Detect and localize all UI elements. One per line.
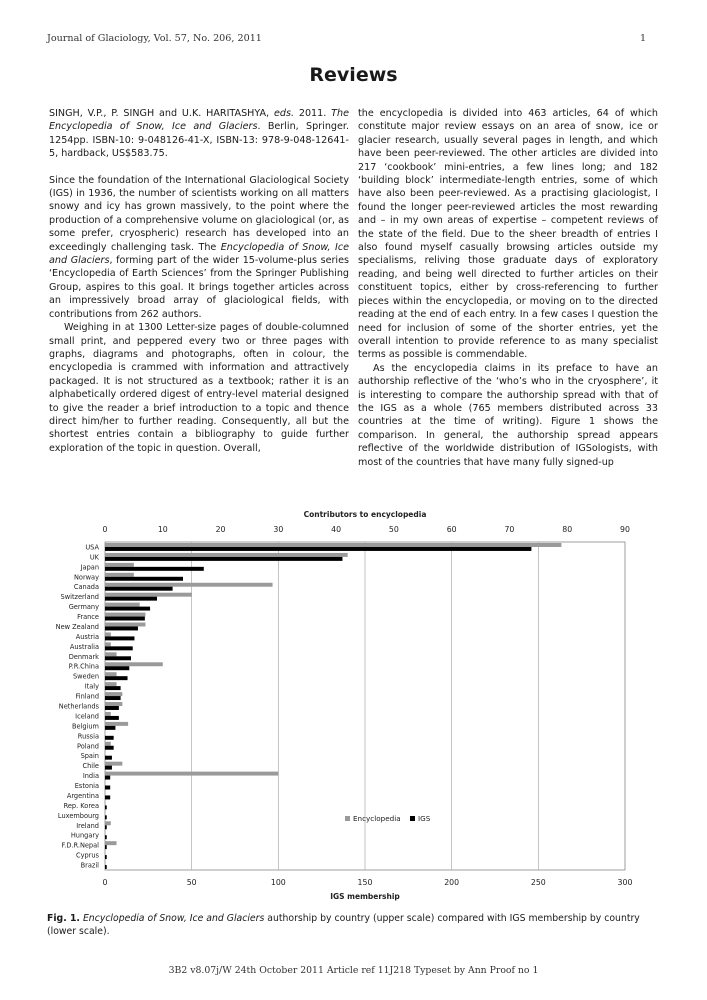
- igs-bar: [105, 577, 183, 581]
- igs-bar: [105, 825, 107, 829]
- encyclopedia-bar: [105, 563, 134, 567]
- encyclopedia-bar: [105, 642, 111, 646]
- encyclopedia-bar: [105, 762, 122, 766]
- encyclopedia-bar: [105, 672, 117, 676]
- paragraph-3: the encyclopedia is divided into 463 articles, 64 of which constitute major review essays on an area of snow, ice or glacier research, usually several pages in length, and which have been peer-reviewed. The other articles are divided into 217 ‘cookbook’ mini-entries, a few lines long; and 182 ‘building block’ intermediate-length entries, some of which have also been peer-reviewed. As a practising glaciologist, I found the longer peer-reviewed articles the most rewarding and – in my own areas of expertise – competent reviews of the state of the field. Due to the sheer breadth of entries I also found myself casually browsing articles outside my specialisms, reliving those graduate days of exploratory reading, and being well directed to further articles on their constituent topics, either by cross-referencing to further pieces within the encyclopedia, or moving on to the directed reading at the end of each entry. In a few cases I question the need for inclusion of some of the shorter entries, yet the overall intention to provide reference to as many specialist terms as possible is commendable.: [358, 108, 658, 361]
- category-label: Norway: [73, 573, 99, 582]
- proof-footer: 3B2 v8.07j/W 24th October 2011 Article ref 11J218 Typeset by Ann Proof no 1: [168, 965, 539, 976]
- citation-eds: eds.: [273, 108, 294, 119]
- upper-tick-label: 30: [273, 525, 284, 534]
- category-label: Australia: [69, 642, 99, 651]
- igs-bar: [105, 756, 112, 760]
- igs-bar: [105, 626, 138, 630]
- book-citation: [49, 107, 349, 161]
- upper-tick-label: 60: [446, 525, 457, 534]
- igs-bar: [105, 567, 204, 571]
- figure-1-chart: [50, 505, 640, 903]
- citation-book-title: The Encyclopedia of Snow, Ice and Glaciers: [49, 108, 349, 133]
- encyclopedia-bar: [105, 712, 111, 716]
- igs-bar: [105, 617, 145, 621]
- igs-bar: [105, 656, 131, 660]
- encyclopedia-bar: [105, 841, 117, 845]
- category-label: Russia: [77, 732, 99, 741]
- left-column: [49, 107, 349, 455]
- igs-bar: [105, 706, 119, 710]
- igs-bar: [105, 805, 107, 809]
- upper-tick-label: 90: [620, 525, 630, 534]
- lower-tick-label: 0: [102, 878, 108, 887]
- igs-bar: [105, 557, 342, 561]
- igs-bar: [105, 607, 150, 611]
- encyclopedia-bar: [105, 573, 134, 577]
- lower-tick-label: 250: [530, 878, 546, 887]
- encyclopedia-bar: [105, 632, 111, 636]
- igs-bar: [105, 686, 121, 690]
- citation-year: 2011.: [294, 108, 332, 119]
- category-label: Switzerland: [60, 593, 99, 602]
- encyclopedia-bar: [105, 613, 145, 617]
- running-header: Journal of Glaciology, Vol. 57, No. 206, 2011: [47, 33, 262, 44]
- igs-bar: [105, 845, 107, 849]
- category-label: P.R.China: [68, 662, 99, 671]
- category-label: Belgium: [71, 722, 99, 731]
- upper-tick-label: 80: [562, 525, 573, 534]
- upper-tick-label: 0: [102, 525, 108, 534]
- caption-label: Fig. 1.: [47, 913, 80, 924]
- paragraph-2: Weighing in at 1300 Letter-size pages of double-columned small print, and peppered every two or three pages with graphs, diagrams and photographs, often in colour, the encyclopedia is crammed with information and attractively packaged. It is not structured as a textbook; rather it is an alphabetically ordered digest of entry-level material designed to give the reader a brief introduction to a topic and thence direct him/her to further reading. Consequently, all but the shortest entries contain a bibliography to guide further exploration of the topic in question. Overall,: [49, 322, 349, 454]
- category-label: New Zealand: [55, 622, 99, 631]
- igs-bar: [105, 696, 121, 700]
- igs-bar: [105, 766, 112, 770]
- igs-bar: [105, 547, 531, 551]
- encyclopedia-bar: [105, 682, 117, 686]
- citation-publisher: . Berlin, Springer. 1254pp. ISBN-10: 9-048126-41-X, ISBN-13: 978-9-048-12641-5, hardback, US$583.75.: [49, 121, 349, 160]
- igs-bar: [105, 726, 115, 730]
- igs-bar: [105, 815, 107, 819]
- encyclopedia-bar: [105, 702, 122, 706]
- category-label: Chile: [82, 762, 99, 771]
- category-label: Iceland: [75, 712, 99, 721]
- paragraph-1: [49, 174, 349, 321]
- igs-bar: [105, 666, 129, 670]
- encyclopedia-bar: [105, 722, 128, 726]
- category-label: Rep. Korea: [63, 801, 99, 810]
- category-label: Japan: [80, 563, 99, 572]
- category-label: Cyprus: [75, 851, 99, 860]
- igs-bar: [105, 636, 134, 640]
- caption-text: authorship by country (upper scale) compared with IGS membership by country (lower scale).: [47, 913, 640, 937]
- legend-encyclopedia-swatch: [345, 816, 350, 821]
- igs-bar: [105, 865, 107, 869]
- category-label: Hungary: [70, 831, 99, 840]
- section-title: Reviews: [309, 64, 398, 86]
- encyclopedia-bar: [105, 742, 111, 746]
- category-label: Poland: [76, 742, 99, 751]
- category-label: Germany: [68, 603, 99, 612]
- category-label: Estonia: [74, 782, 99, 791]
- upper-tick-label: 70: [504, 525, 515, 534]
- upper-axis-title: Contributors to encyclopedia: [303, 510, 427, 519]
- citation-authors: SINGH, V.P., P. SINGH and U.K. HARITASHYA,: [49, 108, 274, 119]
- igs-bar: [105, 786, 110, 790]
- igs-bar: [105, 716, 119, 720]
- encyclopedia-bar: [105, 553, 348, 557]
- igs-bar: [105, 646, 133, 650]
- legend-igs-label: IGS: [418, 814, 431, 823]
- encyclopedia-bar: [105, 662, 163, 666]
- category-label: Ireland: [76, 821, 99, 830]
- category-label: Finland: [75, 692, 99, 701]
- encyclopedia-bar: [105, 623, 145, 627]
- lower-tick-label: 300: [617, 878, 633, 887]
- category-label: Spain: [80, 752, 99, 761]
- category-label: Brazil: [80, 861, 99, 870]
- category-label: Denmark: [68, 652, 99, 661]
- encyclopedia-bar: [105, 543, 561, 547]
- igs-bar: [105, 776, 110, 780]
- right-column: [358, 107, 658, 469]
- igs-bar: [105, 855, 107, 859]
- category-label: India: [82, 772, 99, 781]
- figure-caption: [47, 912, 661, 938]
- encyclopedia-bar: [105, 593, 192, 597]
- page-number: 1: [640, 33, 647, 44]
- igs-bar: [105, 597, 157, 601]
- upper-tick-label: 50: [388, 525, 399, 534]
- lower-tick-label: 150: [357, 878, 373, 887]
- encyclopedia-bar: [105, 652, 117, 656]
- caption-italic: Encyclopedia of Snow, Ice and Glaciers: [82, 913, 265, 924]
- category-label: Sweden: [72, 672, 99, 681]
- category-label: Austria: [75, 632, 99, 641]
- legend-encyclopedia-label: Encyclopedia: [353, 814, 401, 823]
- category-label: Luxembourg: [57, 811, 99, 820]
- lower-tick-label: 100: [270, 878, 286, 887]
- igs-bar: [105, 835, 107, 839]
- paragraph-1-text-b: , forming part of the wider 15-volume-plus series ‘Encyclopedia of Earth Sciences’ from the Springer Publishing Group, aspires to this goal. It brings together articles across an impressively broad array of glaciological fields, with contributions from 262 authors.: [49, 255, 349, 320]
- encyclopedia-bar: [105, 603, 140, 607]
- paragraph-1-text-a: Since the foundation of the International Glaciological Society (IGS) in 1936, the number of scientists working on all matters snowy and icy has grown massively, to the point where the production of a comprehensive volume on glaciological (or, as some prefer, cryospheric) research has developed into an exceedingly challenging task. The: [49, 174, 349, 253]
- upper-tick-label: 20: [215, 525, 226, 534]
- paragraph-1-italic: Encyclopedia of Snow, Ice and Glaciers: [49, 241, 349, 267]
- category-label: Argentina: [66, 791, 99, 800]
- igs-bar: [105, 587, 173, 591]
- encyclopedia-bar: [105, 692, 122, 696]
- igs-bar: [105, 736, 114, 740]
- legend-igs-swatch: [410, 816, 415, 821]
- igs-bar: [105, 795, 110, 799]
- category-label: Netherlands: [58, 702, 99, 711]
- category-label: USA: [85, 543, 99, 552]
- category-label: UK: [89, 553, 99, 562]
- upper-tick-label: 10: [157, 525, 168, 534]
- category-label: France: [77, 613, 99, 622]
- upper-tick-label: 40: [331, 525, 342, 534]
- encyclopedia-bar: [105, 821, 111, 825]
- category-label: Italy: [84, 682, 99, 691]
- lower-tick-label: 200: [444, 878, 460, 887]
- lower-tick-label: 50: [186, 878, 197, 887]
- encyclopedia-bar: [105, 583, 273, 587]
- igs-bar: [105, 676, 128, 680]
- category-label: Canada: [73, 583, 99, 592]
- encyclopedia-bar: [105, 772, 278, 776]
- igs-bar: [105, 746, 114, 750]
- paragraph-4: As the encyclopedia claims in its preface to have an authorship reflective of the ‘who’s who in the cryosphere’, it is interesting to compare the authorship spread with that of the IGS as a whole (765 members distributed across 33 countries at the time of writing). Figure 1 shows the comparison. In general, the authorship spread appears reflective of the worldwide distribution of IGSologists, with most of the countries that have many fully signed-up: [358, 362, 658, 468]
- lower-axis-title: IGS membership: [330, 892, 400, 901]
- category-label: F.D.R.Nepal: [61, 841, 99, 850]
